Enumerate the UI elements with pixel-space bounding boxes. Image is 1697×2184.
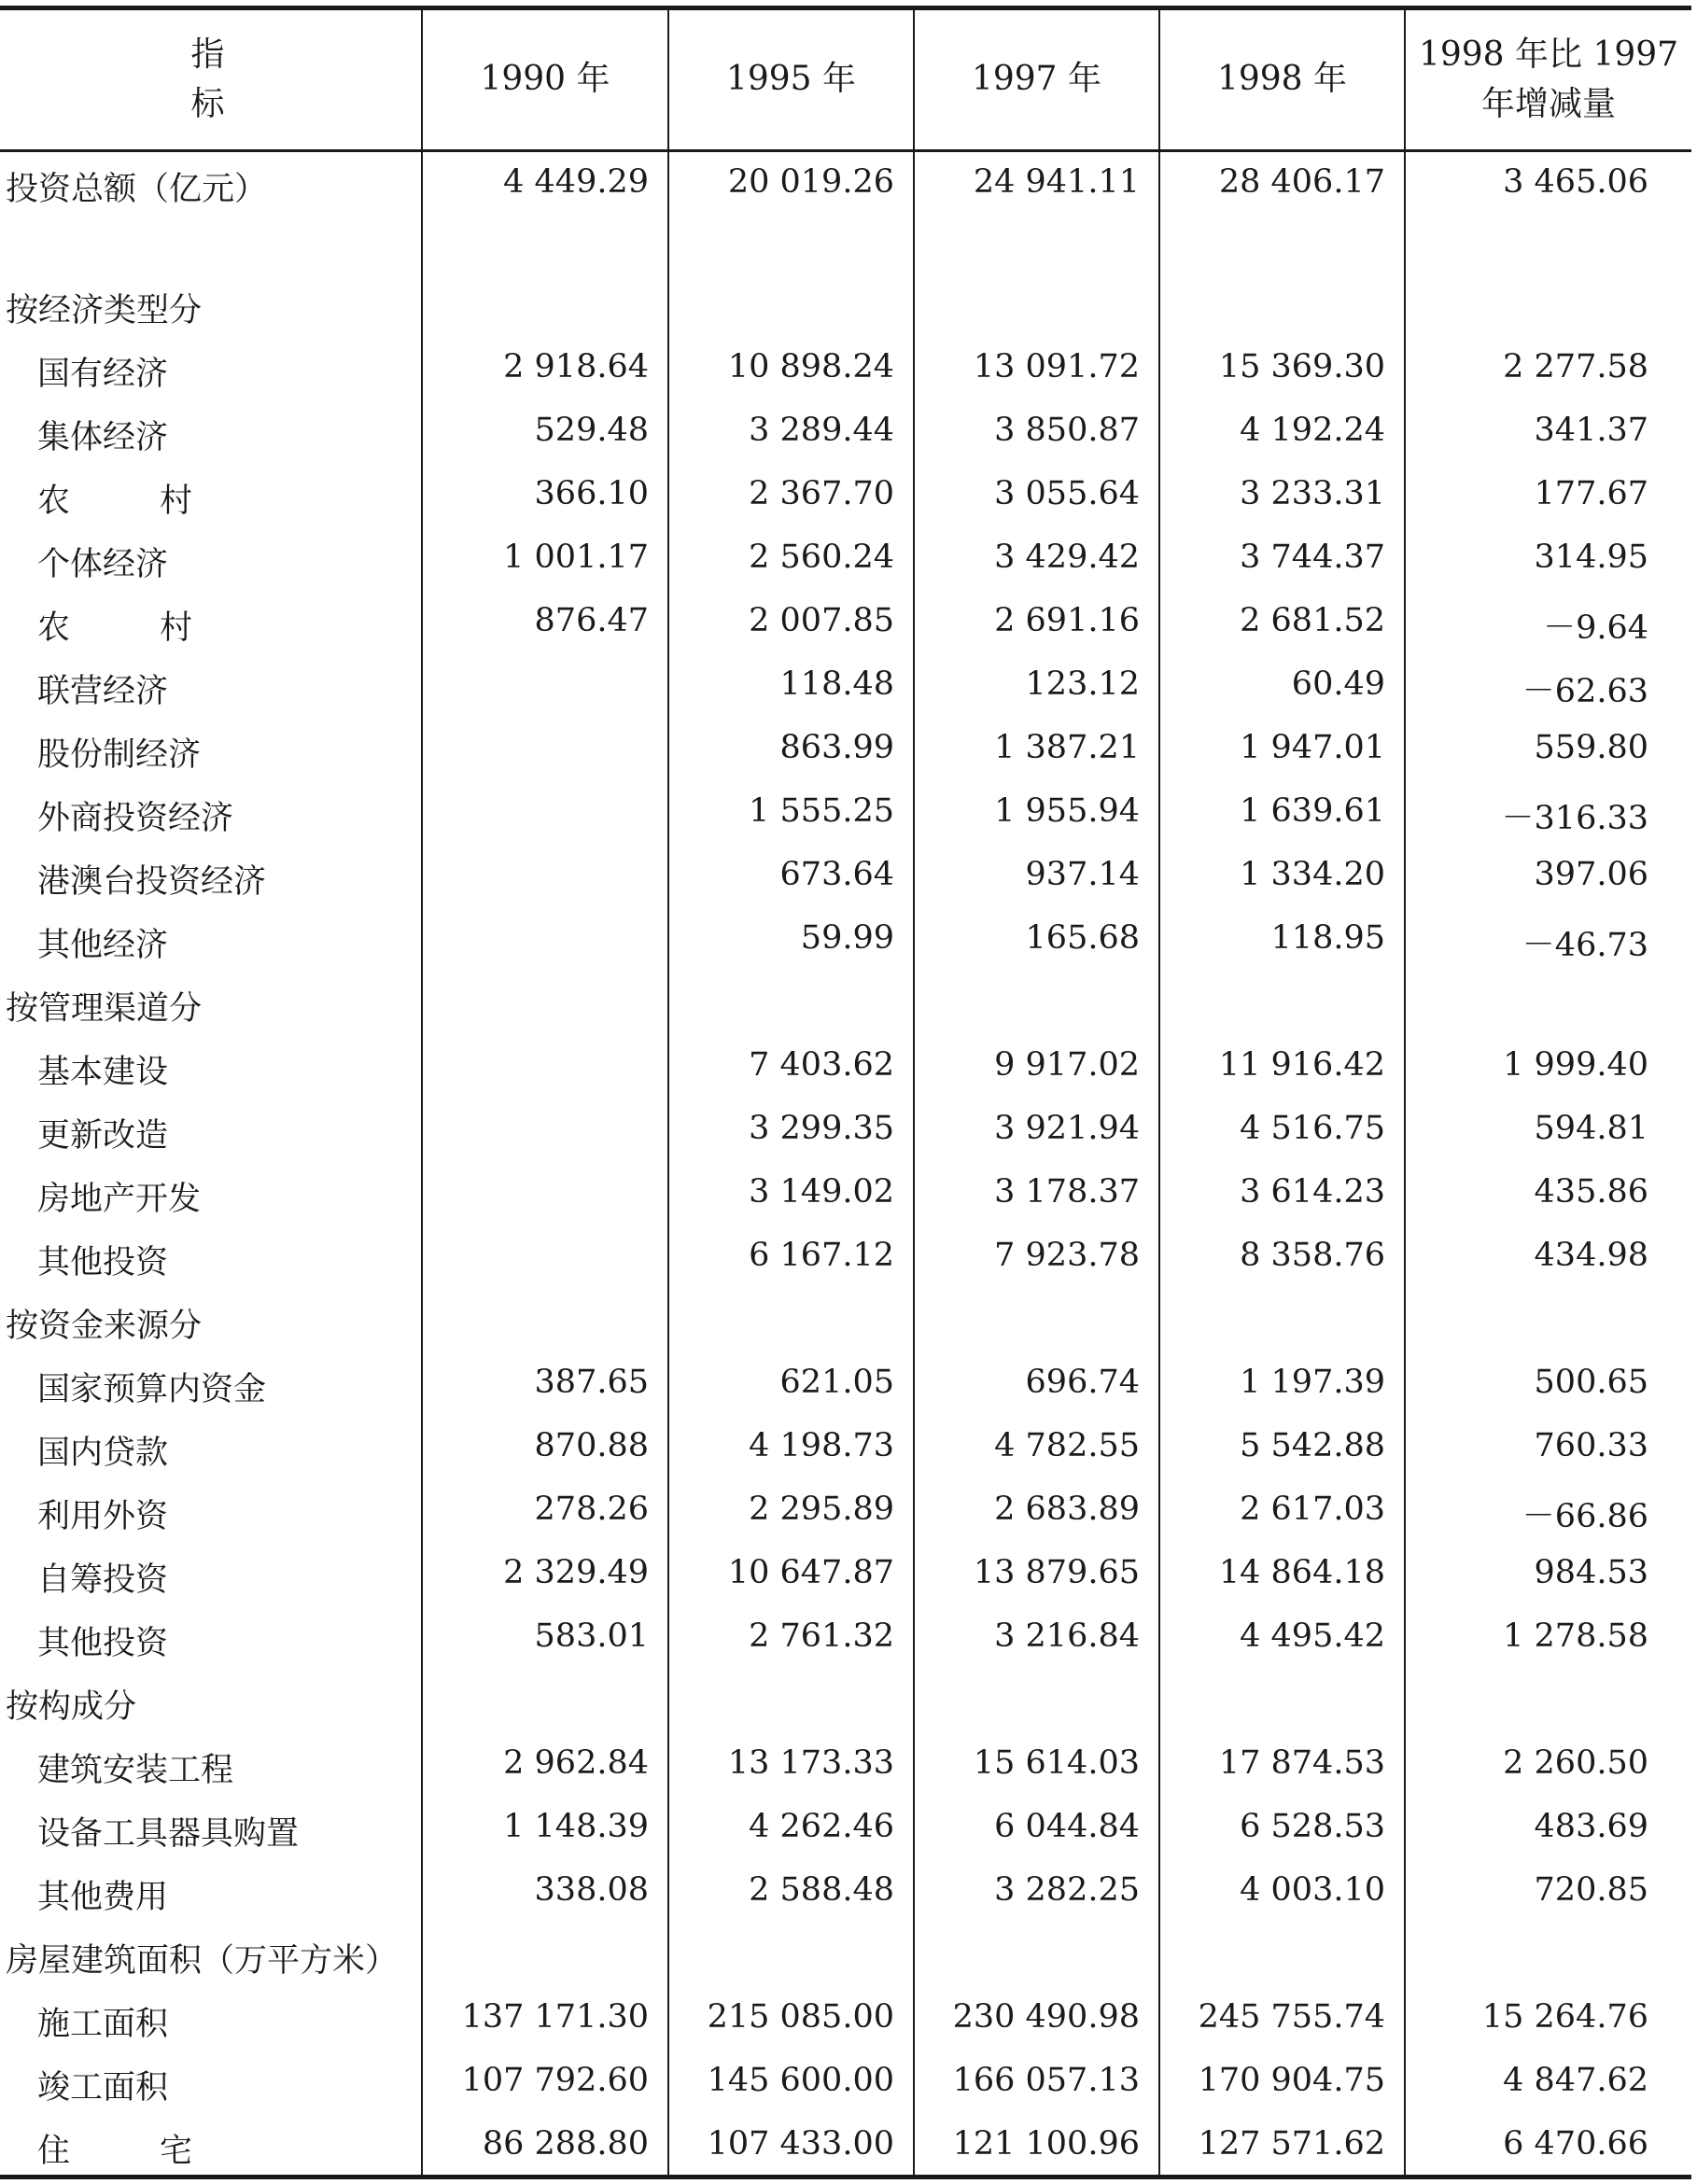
section-row [0, 273, 1691, 337]
row-label-text: 农村 [37, 609, 283, 647]
table-row [0, 527, 1691, 591]
section-row [0, 972, 1691, 1035]
cell-1995: 118.48 [668, 654, 914, 718]
header-indicator: 指 标 [0, 8, 422, 151]
cell-1998: 4 003.10 [1159, 1860, 1405, 1924]
cell-1990 [422, 781, 668, 845]
cell-1997: 230 490.98 [914, 1987, 1159, 2051]
row-label: 集体经济 [37, 418, 169, 456]
cell-1997: 123.12 [914, 654, 1159, 718]
table-row [0, 1162, 1691, 1225]
cell-1998: 5 542.88 [1159, 1416, 1405, 1479]
row-label: 其他经济 [37, 926, 169, 964]
table-row [0, 1797, 1691, 1860]
table-row [0, 1352, 1691, 1416]
header-change-line1: 1998 年比 1997 [1418, 35, 1679, 75]
cell-1998: 4 192.24 [1159, 400, 1405, 464]
table-row [0, 2051, 1691, 2114]
cell-1998: 1 334.20 [1159, 845, 1405, 908]
table-row [0, 781, 1691, 845]
row-label: 国内贷款 [37, 1434, 169, 1472]
cell-1998: 170 904.75 [1159, 2051, 1405, 2114]
cell-1995: 2 761.32 [668, 1606, 914, 1670]
cell-1995 [668, 273, 914, 337]
cell-change: 984.53 [1405, 1543, 1691, 1606]
cell-change: －62.63 [1405, 654, 1691, 718]
cell-1990 [422, 908, 668, 972]
cell-1990: 2 918.64 [422, 337, 668, 400]
row-label: 设备工具器具购置 [37, 1814, 300, 1853]
cell-1990 [422, 845, 668, 908]
row-label: 更新改造 [37, 1116, 169, 1155]
row-label: 竣工面积 [37, 2068, 169, 2107]
table-row [0, 1606, 1691, 1670]
cell-1990 [422, 718, 668, 781]
section-label: 按资金来源分 [6, 1307, 203, 1345]
cell-1997: 2 691.16 [914, 591, 1159, 654]
table-row [0, 1035, 1691, 1099]
cell-1997: 3 282.25 [914, 1860, 1159, 1924]
cell-1997: 6 044.84 [914, 1797, 1159, 1860]
cell-1990 [422, 1099, 668, 1162]
cell-1998 [1159, 273, 1405, 337]
cell-1998: 17 874.53 [1159, 1733, 1405, 1797]
cell-1997: 3 216.84 [914, 1606, 1159, 1670]
cell-1997: 3 178.37 [914, 1162, 1159, 1225]
row-label: 基本建设 [37, 1053, 169, 1091]
row-label: 建筑安装工程 [37, 1751, 234, 1789]
cell-1995: 2 588.48 [668, 1860, 914, 1924]
header-1990: 1990 年 [422, 8, 668, 151]
cell-1995: 6 167.12 [668, 1225, 914, 1289]
cell-1997: 3 055.64 [914, 464, 1159, 527]
cell-1995: 215 085.00 [668, 1987, 914, 2051]
cell-change: 4 847.62 [1405, 2051, 1691, 2114]
row-label: 施工面积 [37, 2005, 169, 2043]
row-label: 其他投资 [37, 1624, 169, 1662]
cell-change [1405, 972, 1691, 1035]
header-change [1405, 8, 1691, 151]
table-header [0, 8, 1691, 151]
row-label: 港澳台投资经济 [37, 862, 267, 901]
cell-1997: 3 921.94 [914, 1099, 1159, 1162]
header-1997: 1997 年 [914, 8, 1159, 151]
cell-1997: 2 683.89 [914, 1479, 1159, 1543]
cell-1998: 3 233.31 [1159, 464, 1405, 527]
cell-1990 [422, 1289, 668, 1352]
cell-1998: 3 744.37 [1159, 527, 1405, 591]
section-label: 按经济类型分 [6, 291, 203, 329]
cell-change: 760.33 [1405, 1416, 1691, 1479]
table-row [0, 1479, 1691, 1543]
table-row [0, 908, 1691, 972]
cell-1998: 15 369.30 [1159, 337, 1405, 400]
cell-change: 6 470.66 [1405, 2114, 1691, 2177]
cell-1990 [422, 273, 668, 337]
cell-1995: 1 555.25 [668, 781, 914, 845]
cell-1997: 15 614.03 [914, 1733, 1159, 1797]
cell-change: 177.67 [1405, 464, 1691, 527]
cell-change [1405, 1924, 1691, 1987]
cell-change: 500.65 [1405, 1352, 1691, 1416]
cell-1990: 1 148.39 [422, 1797, 668, 1860]
cell-1997: 1 955.94 [914, 781, 1159, 845]
cell-1990: 107 792.60 [422, 2051, 668, 2114]
cell-1998: 1 947.01 [1159, 718, 1405, 781]
cell-1998: 6 528.53 [1159, 1797, 1405, 1860]
cell-1998 [1159, 1924, 1405, 1987]
cell-1995: 3 149.02 [668, 1162, 914, 1225]
row-label: 外商投资经济 [37, 799, 234, 837]
cell-1998 [1159, 1670, 1405, 1733]
cell-1997: 165.68 [914, 908, 1159, 972]
cell-1998 [1159, 1289, 1405, 1352]
cell-1997: 1 387.21 [914, 718, 1159, 781]
cell-change: －66.86 [1405, 1479, 1691, 1543]
section-label: 按管理渠道分 [6, 989, 203, 1028]
cell-1995: 2 295.89 [668, 1479, 914, 1543]
table-row [0, 1860, 1691, 1924]
cell-1995: 2 367.70 [668, 464, 914, 527]
table-row [0, 1099, 1691, 1162]
cell-1997: 24 941.11 [914, 151, 1159, 273]
table-row [0, 464, 1691, 527]
cell-1997: 9 917.02 [914, 1035, 1159, 1099]
row-label: 其他投资 [37, 1243, 169, 1281]
table-row [0, 151, 1691, 273]
table-row [0, 718, 1691, 781]
cell-change [1405, 273, 1691, 337]
cell-1997: 13 879.65 [914, 1543, 1159, 1606]
header-row [0, 8, 1691, 151]
cell-1997: 166 057.13 [914, 2051, 1159, 2114]
cell-1995: 3 299.35 [668, 1099, 914, 1162]
cell-1997: 4 782.55 [914, 1416, 1159, 1479]
section-label: 房屋建筑面积（万平方米） [6, 1941, 399, 1980]
cell-1997: 696.74 [914, 1352, 1159, 1416]
cell-1998: 2 617.03 [1159, 1479, 1405, 1543]
header-1995: 1995 年 [668, 8, 914, 151]
row-label: 利用外资 [37, 1497, 169, 1535]
cell-1998: 3 614.23 [1159, 1162, 1405, 1225]
cell-1995: 2 007.85 [668, 591, 914, 654]
cell-change: 341.37 [1405, 400, 1691, 464]
table-row [0, 591, 1691, 654]
header-1998: 1998 年 [1159, 8, 1405, 151]
cell-change: 594.81 [1405, 1099, 1691, 1162]
cell-1995: 10 898.24 [668, 337, 914, 400]
cell-1997: 121 100.96 [914, 2114, 1159, 2177]
cell-1990 [422, 972, 668, 1035]
table-body [0, 151, 1691, 2177]
cell-1998: 245 755.74 [1159, 1987, 1405, 2051]
cell-1990 [422, 1162, 668, 1225]
table-row [0, 1225, 1691, 1289]
cell-1998: 1 197.39 [1159, 1352, 1405, 1416]
cell-1990: 2 329.49 [422, 1543, 668, 1606]
header-change-line2: 年增减量 [1480, 84, 1616, 123]
table-row [0, 400, 1691, 464]
cell-change: 314.95 [1405, 527, 1691, 591]
cell-1997 [914, 1289, 1159, 1352]
cell-1990: 338.08 [422, 1860, 668, 1924]
cell-1995 [668, 1289, 914, 1352]
cell-change: 483.69 [1405, 1797, 1691, 1860]
cell-1998 [1159, 972, 1405, 1035]
cell-1998: 1 639.61 [1159, 781, 1405, 845]
cell-change: －316.33 [1405, 781, 1691, 845]
row-label-text: 住宅 [37, 2132, 283, 2170]
cell-1997: 3 429.42 [914, 527, 1159, 591]
cell-1990 [422, 1924, 668, 1987]
table-row [0, 1543, 1691, 1606]
cell-1998: 118.95 [1159, 908, 1405, 972]
cell-1995: 3 289.44 [668, 400, 914, 464]
cell-1995: 107 433.00 [668, 2114, 914, 2177]
cell-1995: 863.99 [668, 718, 914, 781]
cell-1990: 870.88 [422, 1416, 668, 1479]
cell-1990: 583.01 [422, 1606, 668, 1670]
row-label [0, 464, 422, 527]
section-row [0, 1670, 1691, 1733]
cell-1995: 621.05 [668, 1352, 914, 1416]
cell-1998: 14 864.18 [1159, 1543, 1405, 1606]
cell-1995 [668, 1924, 914, 1987]
table-row [0, 1416, 1691, 1479]
row-label: 其他费用 [37, 1878, 169, 1916]
cell-1997 [914, 1924, 1159, 1987]
row-label [0, 2114, 422, 2177]
section-row [0, 1289, 1691, 1352]
cell-change: －46.73 [1405, 908, 1691, 972]
row-label: 股份制经济 [37, 735, 202, 774]
cell-1997: 937.14 [914, 845, 1159, 908]
cell-1998: 60.49 [1159, 654, 1405, 718]
cell-1990: 529.48 [422, 400, 668, 464]
cell-change: 559.80 [1405, 718, 1691, 781]
row-label [0, 591, 422, 654]
cell-change: 2 277.58 [1405, 337, 1691, 400]
cell-1995: 673.64 [668, 845, 914, 908]
cell-change: 435.86 [1405, 1162, 1691, 1225]
cell-1990: 137 171.30 [422, 1987, 668, 2051]
cell-change [1405, 1670, 1691, 1733]
cell-1998: 28 406.17 [1159, 151, 1405, 273]
row-label: 国有经济 [37, 355, 169, 393]
table-row [0, 1733, 1691, 1797]
cell-1995: 145 600.00 [668, 2051, 914, 2114]
row-label: 个体经济 [37, 545, 169, 583]
cell-1998: 2 681.52 [1159, 591, 1405, 654]
cell-1995: 4 198.73 [668, 1416, 914, 1479]
section-row [0, 1924, 1691, 1987]
cell-1990: 86 288.80 [422, 2114, 668, 2177]
cell-1990: 278.26 [422, 1479, 668, 1543]
cell-1990: 4 449.29 [422, 151, 668, 273]
cell-1995: 7 403.62 [668, 1035, 914, 1099]
cell-change: 397.06 [1405, 845, 1691, 908]
cell-1997 [914, 972, 1159, 1035]
cell-1997: 13 091.72 [914, 337, 1159, 400]
cell-1995 [668, 1670, 914, 1733]
cell-1990: 876.47 [422, 591, 668, 654]
cell-1995 [668, 972, 914, 1035]
row-label: 国家预算内资金 [37, 1370, 267, 1408]
cell-1995: 13 173.33 [668, 1733, 914, 1797]
row-label: 房地产开发 [37, 1180, 202, 1218]
cell-1990 [422, 1035, 668, 1099]
cell-1990: 2 962.84 [422, 1733, 668, 1797]
section-label: 按构成分 [6, 1687, 137, 1726]
cell-1990: 1 001.17 [422, 527, 668, 591]
cell-1990: 366.10 [422, 464, 668, 527]
row-label: 自筹投资 [37, 1561, 169, 1599]
cell-1997: 3 850.87 [914, 400, 1159, 464]
cell-1998: 4 516.75 [1159, 1099, 1405, 1162]
cell-change: 1 278.58 [1405, 1606, 1691, 1670]
cell-change: 3 465.06 [1405, 151, 1691, 273]
cell-1997: 7 923.78 [914, 1225, 1159, 1289]
cell-1995: 20 019.26 [668, 151, 914, 273]
cell-change [1405, 1289, 1691, 1352]
cell-1995: 59.99 [668, 908, 914, 972]
cell-1998: 8 358.76 [1159, 1225, 1405, 1289]
cell-change: 15 264.76 [1405, 1987, 1691, 2051]
cell-change: 720.85 [1405, 1860, 1691, 1924]
cell-1990 [422, 1670, 668, 1733]
cell-1997 [914, 273, 1159, 337]
table-row [0, 654, 1691, 718]
row-label: 联营经济 [37, 672, 169, 710]
cell-1998: 127 571.62 [1159, 2114, 1405, 2177]
cell-1995: 2 560.24 [668, 527, 914, 591]
table-row [0, 1987, 1691, 2051]
cell-change: －9.64 [1405, 591, 1691, 654]
cell-change: 434.98 [1405, 1225, 1691, 1289]
cell-1998: 11 916.42 [1159, 1035, 1405, 1099]
row-label-text: 农村 [37, 482, 283, 520]
table-row [0, 845, 1691, 908]
table-row [0, 2114, 1691, 2177]
investment-statistics-table [0, 6, 1691, 2179]
cell-change: 1 999.40 [1405, 1035, 1691, 1099]
cell-1990 [422, 1225, 668, 1289]
cell-1997 [914, 1670, 1159, 1733]
row-label: 投资总额（亿元） [6, 171, 268, 208]
cell-1995: 4 262.46 [668, 1797, 914, 1860]
table-row [0, 337, 1691, 400]
cell-1990 [422, 654, 668, 718]
cell-1998: 4 495.42 [1159, 1606, 1405, 1670]
cell-change: 2 260.50 [1405, 1733, 1691, 1797]
cell-1995: 10 647.87 [668, 1543, 914, 1606]
cell-1990: 387.65 [422, 1352, 668, 1416]
